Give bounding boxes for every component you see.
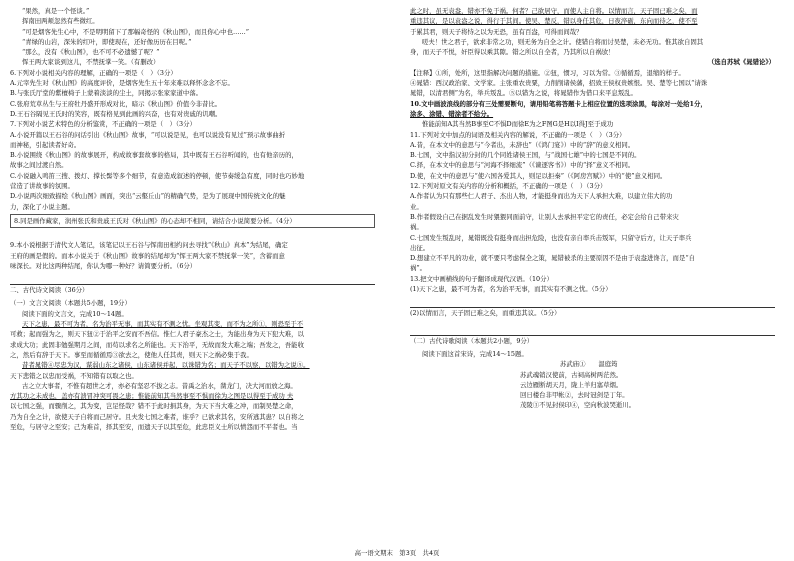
right-text-line: C.择，在本文中的意思与“河海不择细流”（《谏逐客书》）中的“择”意义不相同。 [410, 161, 635, 170]
right-text-line: (1)天下之患，最不可为者，名为治平无事，而其实有不测之忧。（5分） [410, 285, 612, 294]
left-text-line: B.小说围绕《秋山图》的故事展开，构成故事套故事的格局，其中既有王石谷听闻的，也有他亲历的， [10, 151, 298, 160]
left-text-line: D.小说两次细致描绘《秋山图》画面，突出“云壑丘山”的精确气势，是为了展现中国传统文化的魅 [10, 192, 286, 201]
right-text-line: 祸。 [410, 223, 423, 232]
right-text-line: D.使，在文中的意思与“使六国各爱其人，则足以拒秦”（《阿房宫赋》）中的“使”意义相同。 [410, 171, 667, 180]
left-text-line: 6.下列对小说相关内容的理解，正确的一项是（ ）（3分） [10, 68, 177, 77]
right-text-line: B.七国，文中指汉初分封的几个同姓诸侯王国，与“战国七雄”中的七国是不同的。 [410, 151, 641, 160]
right-text-line: 此之时，虽无袁盎，错亦不免于祸。何者？己欲居守，而使人主自将。以情而言，天子固已难之矣，而 [410, 7, 698, 15]
left-text-line: “那么，没有《秋山图》，也不可不必遗憾了呢？” [22, 48, 160, 57]
right-text-line: 云边雁断胡天月，陇上羊归塞草烟。 [520, 380, 623, 389]
left-text-line: C.张府荒草丛生与王府牡丹盛开形成对比，暗示《秋山图》价值今非昔比。 [10, 99, 222, 108]
right-text-line: D.想建立不平凡的功业，就不要只考虑保全之策，晁错被杀的主要原因不是由于袁盎进谗言，而是“自 [410, 254, 695, 263]
left-text-line: 王府的画是假的。而本小说关于《秋山图》故事的结尾却为“恽王两大家不禁抚掌一笑”，含蓄而意 [10, 251, 285, 260]
left-text-line: C.小说融入鸣笛三搜、拨灯、撑长髻等多个细节，有意造成叙述的停顿，使节奏缓急有度，同时也巧妙地 [10, 171, 305, 180]
right-text-line: A.昔，在本文中的意思与“今者出，未辞也”（《鸿门宴》）中的“辞”的意义相同。 [410, 140, 635, 149]
left-text-line: 味深长。对比这两种结尾，你认为哪一种好？请简要分析。（6分） [10, 261, 197, 270]
right-text-line: A.作者认为只有那些仁人君子、杰出人物，才能挺身而出为天下人承担大难，以建立伟大的功 [410, 192, 673, 201]
right-text-line: （二）古代诗歌阅读（本题共2小题，9分） [410, 335, 775, 346]
page-footer: 高一语文期末 第3页 共4页 [354, 549, 440, 557]
left-text-line: 故事之间过渡自然。 [10, 161, 68, 170]
left-text-line: 二、古代诗文阅读（36分） [10, 284, 375, 295]
left-text-line: “果然，真是一个怪谈。” [22, 7, 90, 15]
right-text-line: （选自苏轼《晁错论》） [707, 58, 775, 67]
right-text-line: ④晁错：西汉政治家、文学家。主张重农贵粟，力削削诸侯藩，招致王侯权贵嫉恨。吴、楚等七国以“请诛 [410, 79, 708, 88]
left-text-line: B.与张氏厅堂的紫檀椅子上蒙着淡淡的尘土，同揭示张家家道中落。 [10, 89, 203, 98]
left-text-line: 乃为自全之计，欲使天子自将而己居守。且夫发七国之难者，谁乎？已欲求其名，安所逃其患？以自将之 [10, 412, 304, 421]
left-text-line: 以七国之强，而骤削之，其为变，岂足怪哉？错不于此时捐其身，为天下当大难之冲，而制吴楚之命， [10, 402, 298, 411]
right-text-line: 业。 [410, 202, 423, 211]
right-text-line [410, 322, 775, 332]
right-text-line: 回日楼台非甲帐②，去时冠剑是丁年。 [520, 391, 629, 400]
left-text-line: 营造了讲故事的氛围。 [10, 182, 74, 191]
left-text-line: 方其功之未成也，盖亦有溃冒冲突可畏之患；惟能前知其当然事至不惧而徐为之图是以得至于成功 夫 [10, 392, 294, 401]
left-text-line: 8.同是画作藏家，润州张氏和贵戚王氏对《秋山图》的心态却不相同，请结合小说简要分析。（4分） [10, 214, 375, 228]
left-text-line: 天下之患，最不可为者，名为治平无事，而其实有不测之忧。坐观其变，而不为之所①，则恐至于不 [22, 320, 304, 329]
left-text-line: A.小说开篇以王石谷的问话引出《秋山图》故事，“可以说是见，也可以说没有见过”预示故事曲折 [10, 130, 286, 139]
left-text-line [10, 271, 375, 281]
right-text-line: 祸”。 [410, 264, 427, 273]
right-text-line [410, 294, 775, 304]
left-text-line: 可救；起而强为之，则天下狃②于治平之安而不吾信。惟仁人君子豪杰之士，为能出身为天下犯大难，以 [10, 330, 304, 339]
right-text-line: 茂陵③不见封侯印④，空向秋波哭逝川。 [520, 401, 636, 410]
right-text-line: 惟能前知A其当然B事至C不惧D而徐E为之F图G是H以I得J至于成功 [422, 120, 614, 129]
right-text-line: 11.下列对文中加点的词语及相关内容的解说，不正确的一项是（ ）（3分） [410, 130, 626, 139]
left-text-line: 古之立大事者，不惟有超世之才，亦必有坚忍不拔之志。昔禹之治水，凿龙门，决大河而放之海。 [22, 381, 297, 390]
left-text-line: D.王石谷隔见王氏时的笑容，既有格见到此画的兴奋，也有对贵戚的讥嘲。 [10, 109, 222, 118]
left-text-line: 而神秘，引起读者好奇。 [10, 140, 81, 149]
right-column [410, 6, 775, 411]
right-text-line: 苏武魂销汉使前，古祠高树两茫然。 [520, 370, 623, 379]
left-text-line: “可是烟客先生心中，不是明明留下了那幅奇怪的《秋山图》，而且你心中也……” [22, 27, 250, 36]
left-text-line: 之，然后有辞于天下。事至而循循焉③欲去之，使他人任其责，则天下之祸必集于我。 [10, 350, 253, 359]
left-text-line: 阅读下面的文言文，完成10～14题。 [22, 309, 128, 318]
right-text-line: 于累其君，则天子将恃之以为无恐，虽有百盎，可得而间哉？ [410, 27, 583, 36]
right-text-line: 12.下列对原文有关内容的分析和概括，不正确的一项是（ ）（3分） [410, 182, 607, 191]
right-text-line: 苏武庙① 温庭筠 [560, 360, 618, 369]
right-text-line: 阅读下面这首宋诗，完成14～15题。 [422, 349, 528, 358]
left-text-line: 7.下列对小说艺术特色的分析鉴赏，不正确的一项是（ ）（3分） [10, 120, 196, 129]
left-text-line: 至危，与居守之至安；己为难首，择其至安，而遗天子以其至危，此忠臣义士所以愤怨而不平者也。当 [10, 422, 298, 431]
left-text-line: A.元宰先生对《秋山图》的高度评价，是烟客先生五十年来难以释怀念念不忘。 [10, 79, 234, 88]
left-text-line: “青绿的山岩，深朱的红叶，即使现在，还好像历历在目呢。” [22, 37, 192, 46]
right-text-line: 晁错，以清君侧”为名，举兵叛乱。⑤以错为之说，将晁错作为借口来平息叛乱。 [410, 89, 637, 98]
right-text-line: 【注释】①所，处所，这里指解决问题的措施。②狃，惯习，习以为常。③循循焉，退缩的样子。 [410, 68, 685, 77]
left-text-line: 9.本小说根据于清代文人笔记，该笔记以王石谷与恽南田相约问去寻找“《秋山》真本”为结尾，确定 [10, 241, 288, 250]
left-text-line: 力，深化了小说主题。 [10, 202, 74, 211]
left-text-line: 昔者晁错④尽忠为汉，谋弱山东之诸侯，山东诸侯并起，以诛错为名；而天子不以察，以错为之说⑤。 [22, 361, 310, 370]
right-text-line: B.作者假设自己在据乱发生时猥猥同面前守，让别人去承担平定它的责任，必定会给自己带来灾 [410, 212, 679, 221]
right-text-line: 10.文中画波浪线的部分有三处需要断句，请用铅笔将答题卡上相应位置的选项涂黑，每涂对一处给1分， [410, 99, 707, 108]
left-text-line: 恽王两大家谈到这儿，不禁抚掌一笑。（有删改） [22, 58, 160, 67]
left-column [10, 6, 375, 432]
right-text-line: C.七国发生叛乱时，晁错既没有挺身而出担危险，也没有亲自率兵击叛军，只留守后方，让天子率兵 [410, 233, 692, 242]
left-text-line: 天下悲错之以忠而受祸，不知错有以取之也。 [10, 371, 138, 380]
right-text-line: 涂多、涂错、错涂者不给分。 [410, 109, 494, 118]
right-text-line: (2)以情而言，天子固已难之矣，而重违其议。（5分） [410, 307, 775, 318]
left-text-line: （一）文言文阅读（本题共5小题，19分） [10, 299, 131, 308]
left-text-line: 求成大功；此固非勉强期月之间，而苟以求名之所能也。天下治平，无故而发大难之端；吾发之，吾能收 [10, 340, 304, 349]
left-text-line [10, 230, 375, 240]
right-text-line: 13.把文中画横线的句子翻译成现代汉语。（10分） [410, 274, 553, 283]
right-text-line: 重违其议，是以袁盎之说，得行于其间。使吴、楚反，错以身任其危，日夜淬砺，东向而待之，使不至 [410, 17, 698, 26]
right-text-line: 出征。 [410, 243, 430, 252]
right-text-line: 嗟夫！世之君子，欲求非常之功，则无务为自全之计。使错自将而讨吴楚，未必无功。惟其欲自固其 [422, 37, 704, 46]
left-text-line: 挥南田两颊忽然有些微红。 [22, 17, 99, 26]
right-text-line: 身，而天子不悦，奸臣得以乘其隙。错之所以自全者，乃其所以自祸欤！ [410, 48, 615, 57]
